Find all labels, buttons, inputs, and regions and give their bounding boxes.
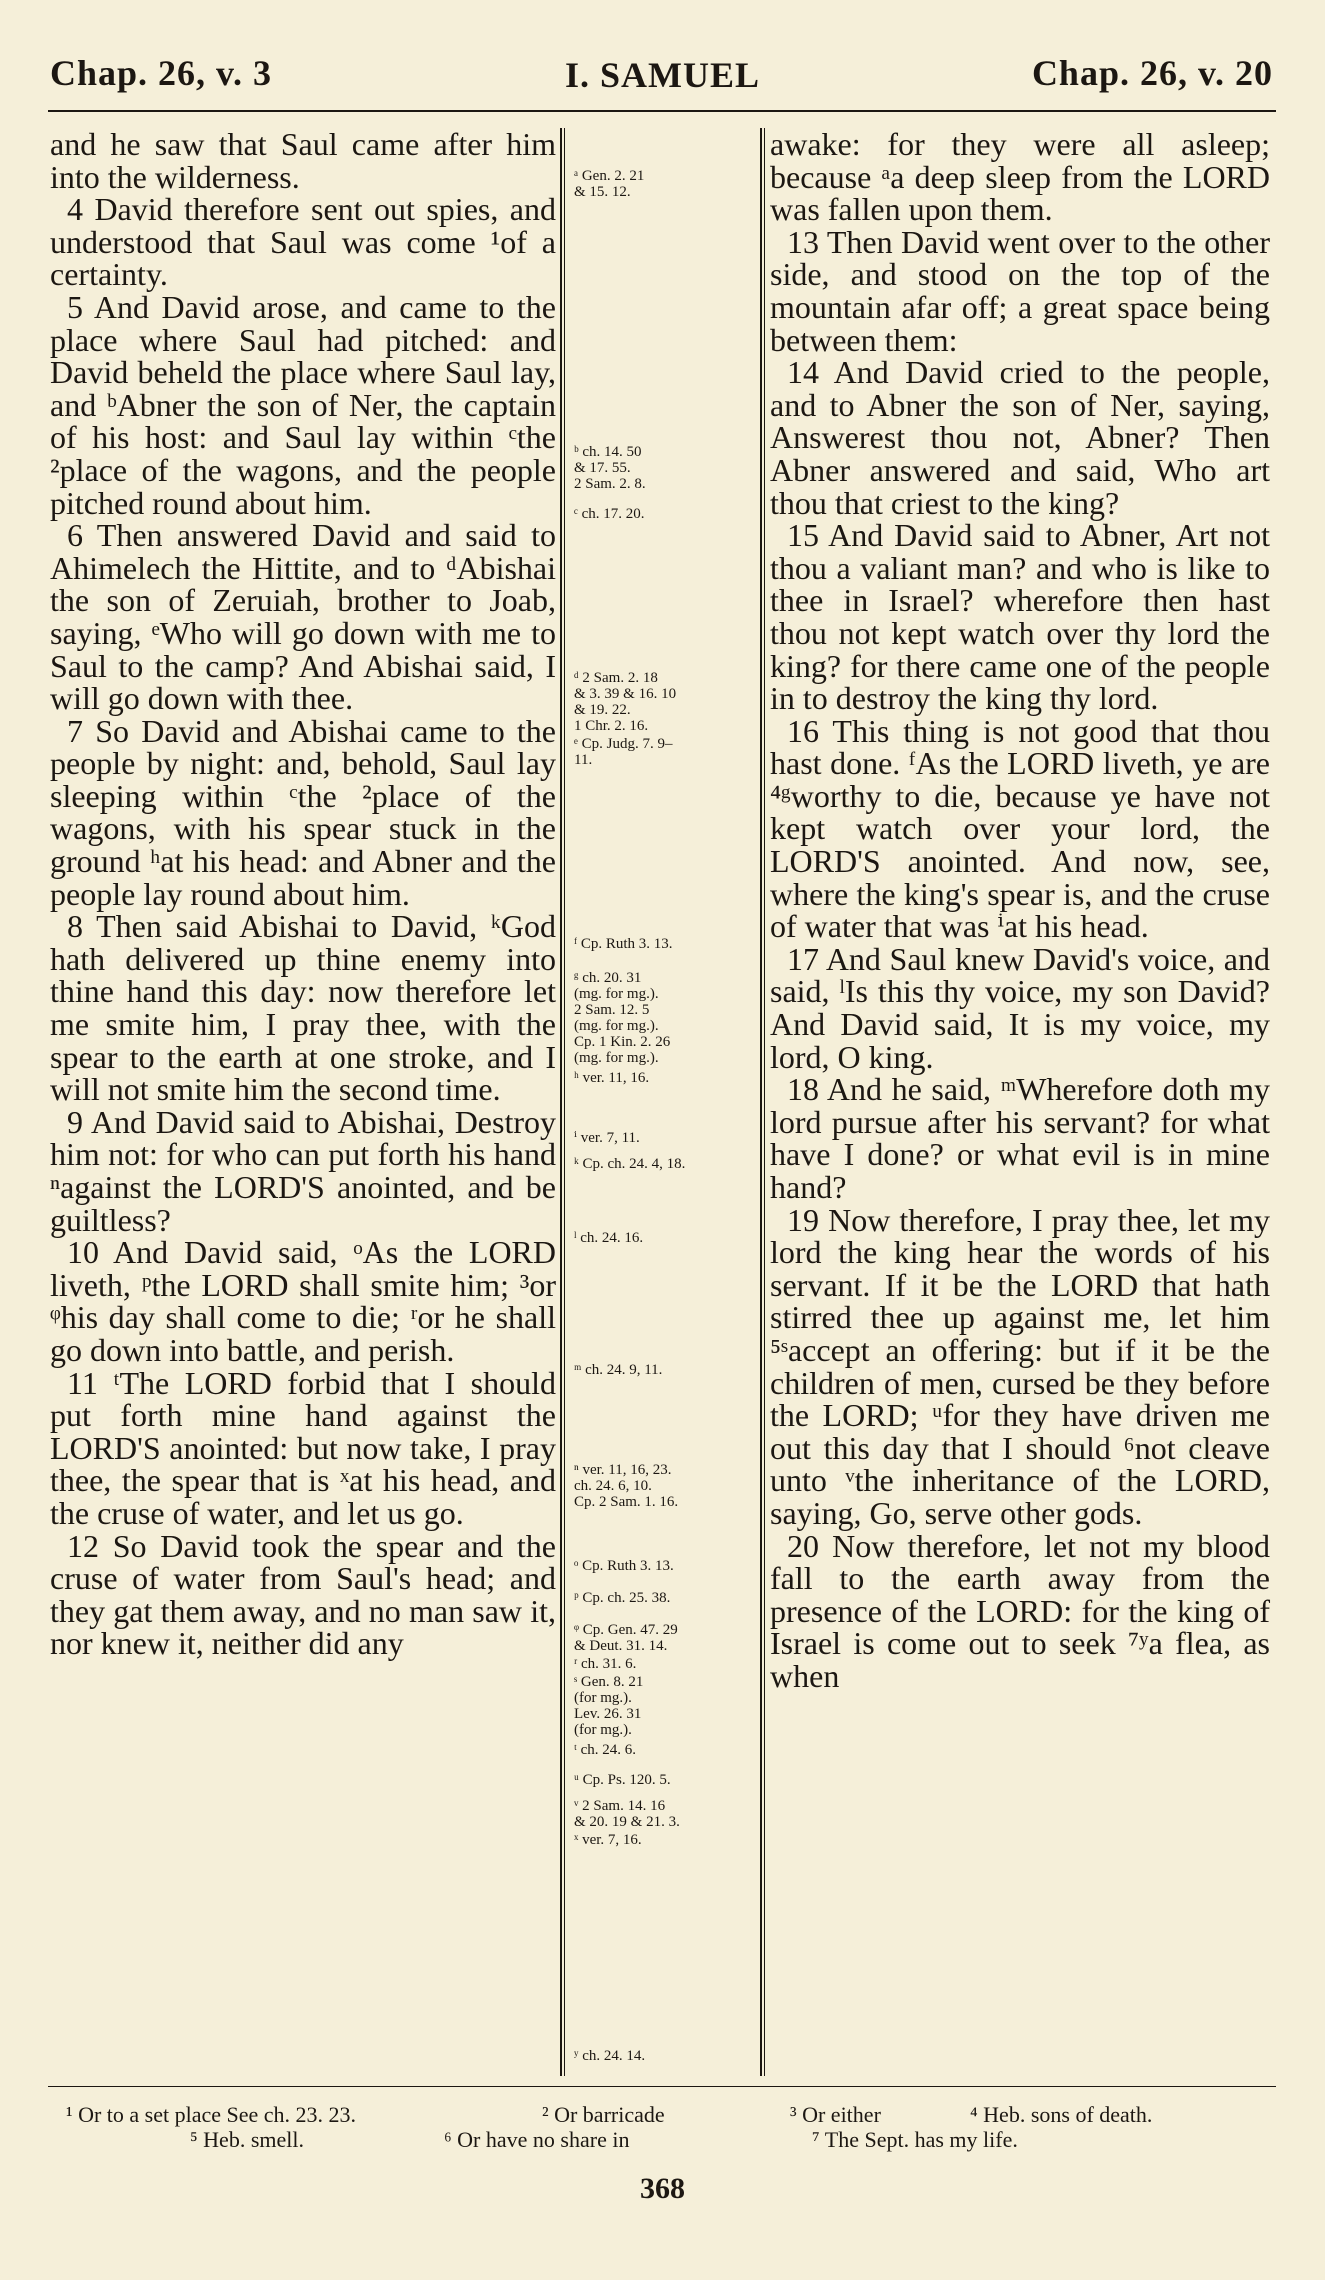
column-divider-margin-left — [564, 128, 565, 2076]
column-divider-margin-right — [764, 128, 765, 2076]
margin-note: ⁿ ver. 11, 16, 23. ch. 24. 6, 10. Cp. 2 Sam. 1. 16. — [574, 1462, 679, 1510]
header-chapter-left: Chap. 26, v. 3 — [50, 53, 273, 93]
verse-text: awake: for they were all asleep; because ᵃa deep sleep from the LORD was fallen upon them. — [770, 126, 1270, 228]
verse-text: 16 This thing is not good that thou hast done. ᶠAs the LORD liveth, ye are ⁴ᵍworthy to die, because ye have not kept watch over your lord, the LORD'S anointed. And now, see, where the king's spear is, and the cruse of water that was ⁱat his head. — [770, 712, 1270, 945]
footnote-5: ⁵ Heb. smell. — [190, 2127, 304, 2152]
verse-text: 12 So David took the spear and the cruse of water from Saul's head; and they gat them away, and no man saw it, nor knew it, neither did any — [50, 1527, 556, 1662]
verse-text: and he saw that Saul came after him into the wilderness. — [50, 126, 556, 195]
footnote-6: ⁶ Or have no share in — [444, 2127, 630, 2152]
verse-text: 18 And he said, ᵐWherefore doth my lord pursue after his servant? for what have I done? or what evil is in mine hand? — [770, 1071, 1270, 1205]
margin-note: ᵗ ch. 24. 6. — [574, 1742, 637, 1758]
verse-text: 13 Then David went over to the other side, and stood on the top of the mountain afar off; a great space being between them: — [770, 223, 1270, 358]
verse-text: 7 So David and Abishai came to the people by night: and, behold, Saul lay sleeping within ᶜthe ²place of the wagons, with his spear stuck in the ground ʰat his head: and Abner and the people lay round about him. — [50, 712, 556, 912]
margin-note: ᶠ Cp. Ruth 3. 13. — [574, 936, 673, 952]
margin-note: ᵇ ch. 14. 50 & 17. 55. 2 Sam. 2. 8. — [574, 444, 646, 492]
footnote-rule — [48, 2086, 1276, 2087]
footnote-7: ⁷ The Sept. has my life. — [812, 2127, 1018, 2152]
margin-note: ᵈ 2 Sam. 2. 18 & 3. 39 & 16. 10 & 19. 22. 1 Chr. 2. 16. — [574, 670, 677, 734]
margin-note: ˡ ch. 24. 16. — [574, 1230, 644, 1246]
right-text-column — [770, 128, 1270, 1693]
verse-text: 20 Now therefore, let not my blood fall to the earth away from the presence of the LORD: for the king of Israel is come out to seek ⁷ʸa flea, as when — [770, 1527, 1270, 1694]
verse-text: 8 Then said Abishai to David, ᵏGod hath delivered up thine enemy into thine hand this day: now therefore let me smite him, I pray thee, with the spear to the earth at one stroke, and I will not smite him the second time. — [50, 908, 556, 1108]
verse-text: 5 And David arose, and came to the place where Saul had pitched: and David beheld the place where Saul lay, and ᵇAbner the son of Ner, the captain of his host: and Saul lay within ᶜthe ²place of the wagons, and the people pitched round about him. — [50, 288, 556, 521]
margin-note: ᵉ Cp. Judg. 7. 9– 11. — [574, 736, 673, 768]
margin-note: ᵒ Cp. Ruth 3. 13. — [574, 1558, 674, 1574]
verse-text: 19 Now therefore, I pray thee, let my lord the king hear the words of his servant. If it be the LORD that hath stirred thee up against me, let him ⁵ˢaccept an offering: but if it be the children of men, cursed be they before the LORD; ᵘfor they have driven me out this day that I should ⁶not cleave unto ᵛthe inheritance of the LORD, saying, Go, serve other gods. — [770, 1201, 1270, 1531]
margin-note: ʰ ver. 11, 16. — [574, 1070, 650, 1086]
footnote-2: ² Or barricade — [542, 2102, 665, 2127]
margin-note: ʳ ch. 31. 6. — [574, 1656, 637, 1672]
verse-text: 14 And David cried to the people, and to Abner the son of Ner, saying, Answerest thou not, Abner? Then Abner answered and said, Who art thou that criest to the king? — [770, 354, 1270, 521]
margin-note: ᵏ Cp. ch. 24. 4, 18. — [574, 1156, 686, 1172]
margin-note: ⁱ ver. 7, 11. — [574, 1130, 640, 1146]
margin-note: ᵐ ch. 24. 9, 11. — [574, 1362, 663, 1378]
footnote-1: ¹ Or to a set place See ch. 23. 23. — [66, 2102, 357, 2127]
margin-note: ˣ ver. 7, 16. — [574, 1832, 642, 1848]
page-number: 368 — [640, 2172, 685, 2205]
verse-text: 17 And Saul knew David's voice, and said, ˡIs this thy voice, my son David? And David said, It is my voice, my lord, O king. — [770, 940, 1270, 1075]
column-divider-left — [560, 128, 562, 2076]
verse-text: 10 And David said, ᵒAs the LORD liveth, ᵖthe LORD shall smite him; ³or ᵠhis day shall come to die; ʳor he shall go down into battle, and perish. — [50, 1234, 556, 1368]
verse-text: 4 David therefore sent out spies, and understood that Saul was come ¹of a certainty. — [50, 191, 556, 293]
footnote-4: ⁴ Heb. sons of death. — [970, 2102, 1153, 2127]
header-rule — [48, 110, 1276, 112]
verse-text: 15 And David said to Abner, Art not thou a valiant man? and who is like to thee in Israel? wherefore then hast thou not kept watch over thy lord the king? for there came one of the people in to destroy the king thy lord. — [770, 517, 1270, 717]
verse-text: 6 Then answered David and said to Ahimelech the Hittite, and to ᵈAbishai the son of Zeruiah, brother to Joab, saying, ᵉWho will go down with me to Saul to the camp? And Abishai said, I will go down with thee. — [50, 517, 556, 717]
margin-note: ᵃ Gen. 2. 21 & 15. 12. — [574, 168, 645, 200]
margin-note: ʸ ch. 24. 14. — [574, 2048, 646, 2064]
footnote-3: ³ Or either — [790, 2102, 881, 2127]
left-text-column — [50, 128, 556, 1660]
header-chapter-right: Chap. 26, v. 20 — [1031, 53, 1273, 93]
column-divider-right — [760, 128, 762, 2076]
margin-note: ˢ Gen. 8. 21 (for mg.). Lev. 26. 31 (for mg.). — [574, 1674, 644, 1738]
header-book-title: I. SAMUEL — [564, 55, 761, 95]
margin-note: ᵘ Cp. Ps. 120. 5. — [574, 1772, 671, 1788]
margin-note: ᵍ ch. 20. 31 (mg. for mg.). 2 Sam. 12. 5 (mg. for mg.). Cp. 1 Kin. 2. 26 (mg. for mg.). — [574, 970, 671, 1066]
margin-note: ᵖ Cp. ch. 25. 38. — [574, 1590, 671, 1606]
verse-text: 11 ᵗThe LORD forbid that I should put forth mine hand against the LORD'S anointed: but now take, I pray thee, the spear that is ˣat his head, and the cruse of water, and let us go. — [50, 1364, 556, 1531]
verse-text: 9 And David said to Abishai, Destroy him not: for who can put forth his hand ⁿagainst the LORD'S anointed, and be guiltless? — [50, 1103, 556, 1238]
margin-note: ᵠ Cp. Gen. 47. 29 & Deut. 31. 14. — [574, 1622, 678, 1654]
margin-note: ᶜ ch. 17. 20. — [574, 506, 645, 522]
margin-note: ᵛ 2 Sam. 14. 16 & 20. 19 & 21. 3. — [574, 1798, 680, 1830]
